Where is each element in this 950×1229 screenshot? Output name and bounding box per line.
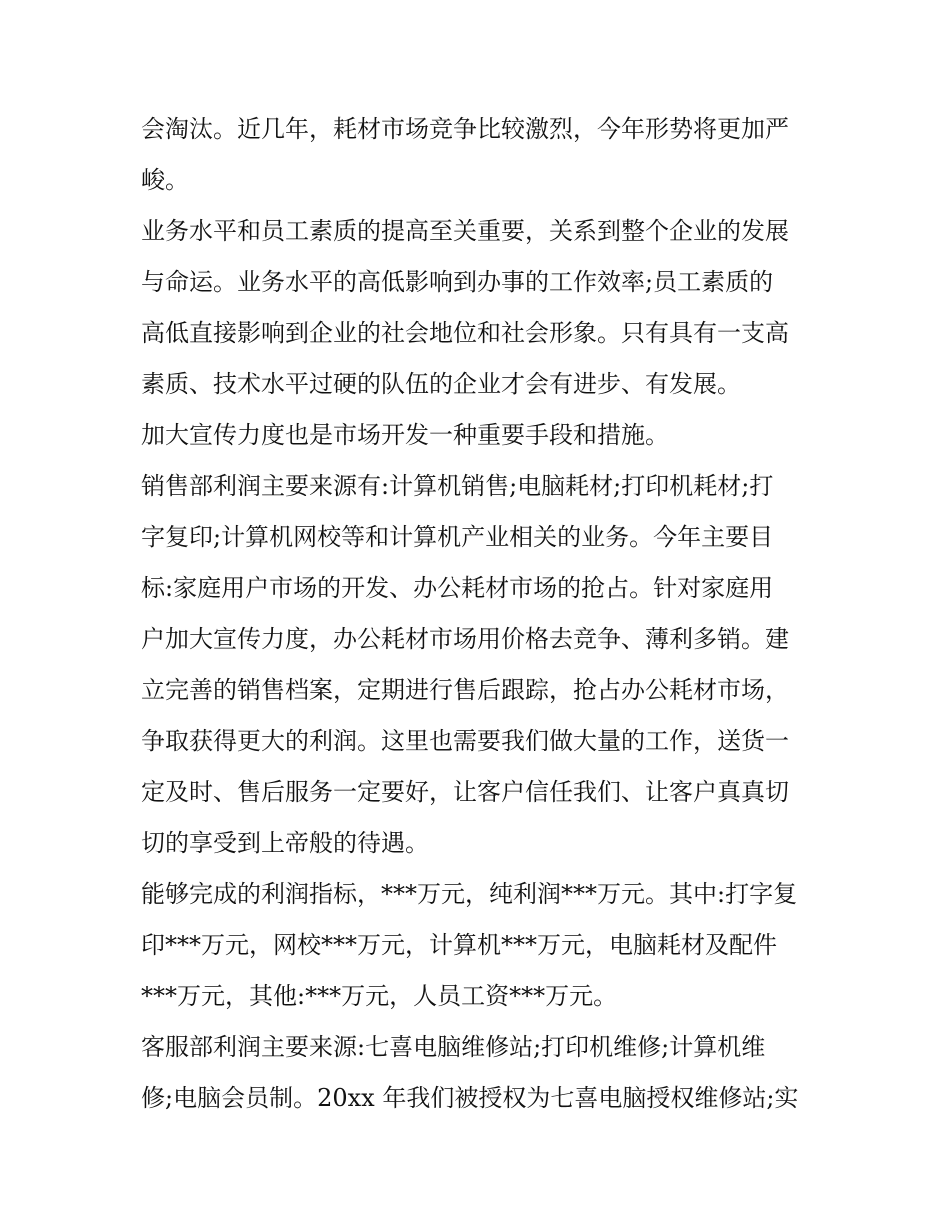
text-line: 争取获得更大的利润。这里也需要我们做大量的工作，送货一 xyxy=(141,727,789,755)
text-line: 业务水平和员工素质的提高至关重要，关系到整个企业的发展 xyxy=(141,217,789,245)
text-line: 字复印;计算机网校等和计算机产业相关的业务。今年主要目 xyxy=(141,523,774,551)
text-line: 峻。 xyxy=(141,166,189,194)
text-line: 切的享受到上帝般的待遇。 xyxy=(141,829,429,857)
text-line: 客服部利润主要来源:七喜电脑维修站;打印机维修;计算机维 xyxy=(141,1033,766,1061)
text-line: 印***万元，网校***万元，计算机***万元，电脑耗材及配件 xyxy=(141,931,777,959)
text-line: 素质、技术水平过硬的队伍的企业才会有进步、有发展。 xyxy=(141,370,741,398)
text-line: 与命运。业务水平的高低影响到办事的工作效率;员工素质的 xyxy=(141,268,774,296)
text-line: 能够完成的利润指标，***万元，纯利润***万元。其中:打字复 xyxy=(141,880,798,908)
text-line: 户加大宣传力度，办公耗材市场用价格去竞争、薄利多销。建 xyxy=(141,625,789,653)
text-line: 修;电脑会员制。20xx 年我们被授权为七喜电脑授权维修站;实 xyxy=(141,1084,799,1112)
text-line: 会淘汰。近几年，耗材市场竞争比较激烈，今年形势将更加严 xyxy=(141,115,789,143)
text-line: 销售部利润主要来源有:计算机销售;电脑耗材;打印机耗材;打 xyxy=(141,472,774,500)
text-line: 标:家庭用户市场的开发、办公耗材市场的抢占。针对家庭用 xyxy=(141,574,774,602)
text-line: 立完善的销售档案，定期进行售后跟踪，抢占办公耗材市场， xyxy=(141,676,789,704)
text-line: 定及时、售后服务一定要好，让客户信任我们、让客户真真切 xyxy=(141,778,789,806)
text-line: 加大宣传力度也是市场开发一种重要手段和措施。 xyxy=(141,421,669,449)
text-line: ***万元，其他:***万元，人员工资***万元。 xyxy=(141,982,618,1010)
text-line: 高低直接影响到企业的社会地位和社会形象。只有具有一支高 xyxy=(141,319,789,347)
